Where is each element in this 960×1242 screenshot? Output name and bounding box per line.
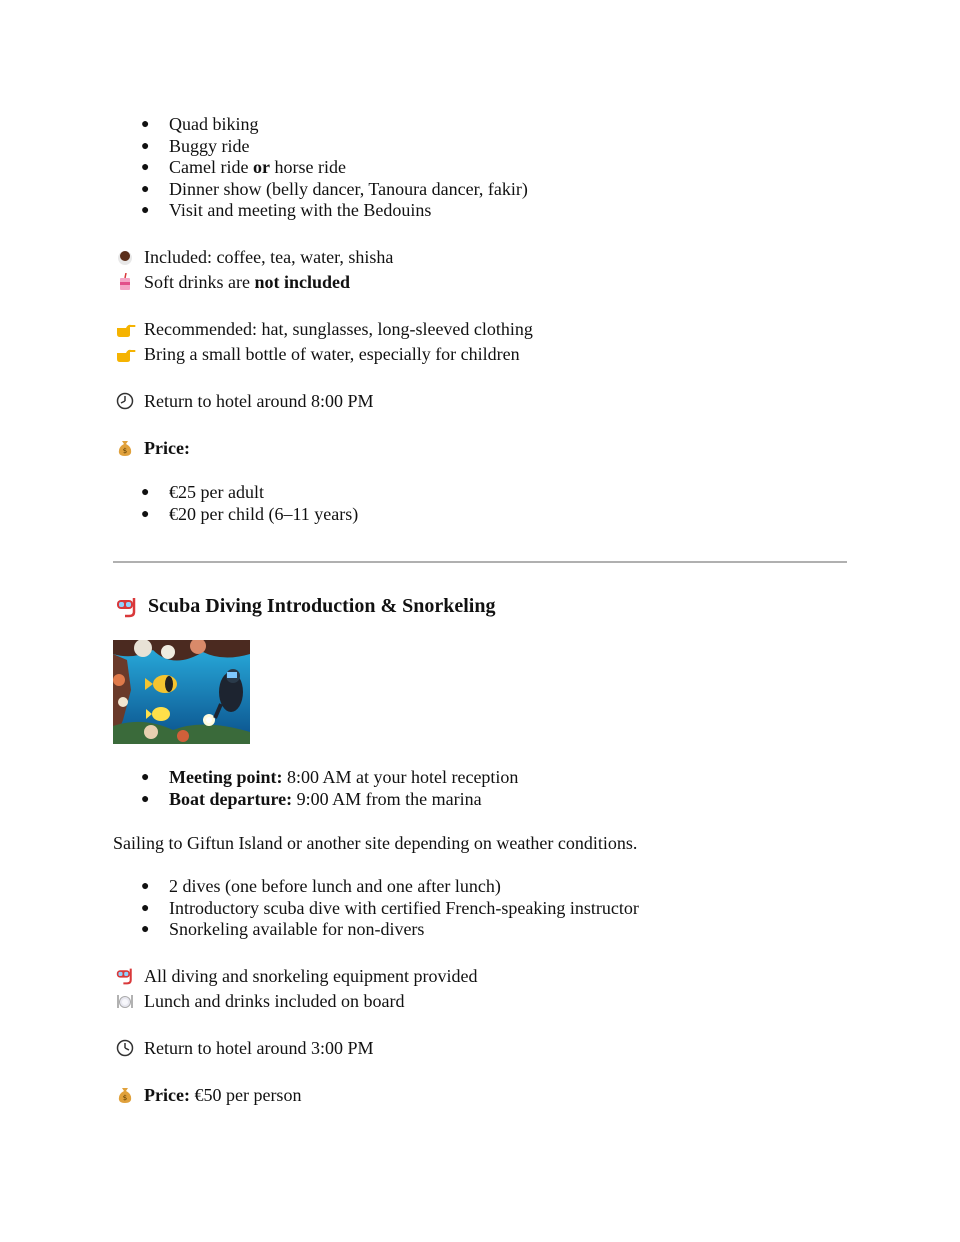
pointing-hand-icon: [116, 345, 134, 363]
soft-drink-icon: [116, 273, 134, 291]
svg-text:$: $: [122, 1094, 128, 1102]
money-bag-icon: [116, 439, 134, 457]
pointing-hand-icon: [116, 320, 134, 338]
underwater-diver-photo: [113, 640, 250, 744]
section-divider: [113, 561, 847, 563]
plate-cutlery-icon: [116, 992, 134, 1010]
clock-icon: [116, 1039, 134, 1057]
svg-text:$: $: [122, 447, 128, 455]
sailing-paragraph: Sailing to Giftun Island or another site depending on weather conditions.: [113, 833, 638, 853]
clock-icon: [116, 392, 134, 410]
money-bag-icon: [116, 1086, 134, 1104]
coffee-icon: [116, 248, 134, 266]
diving-mask-icon: [116, 596, 138, 618]
included-text: Included: coffee, tea, water, shisha: [144, 247, 394, 267]
diving-mask-icon: [116, 967, 134, 985]
